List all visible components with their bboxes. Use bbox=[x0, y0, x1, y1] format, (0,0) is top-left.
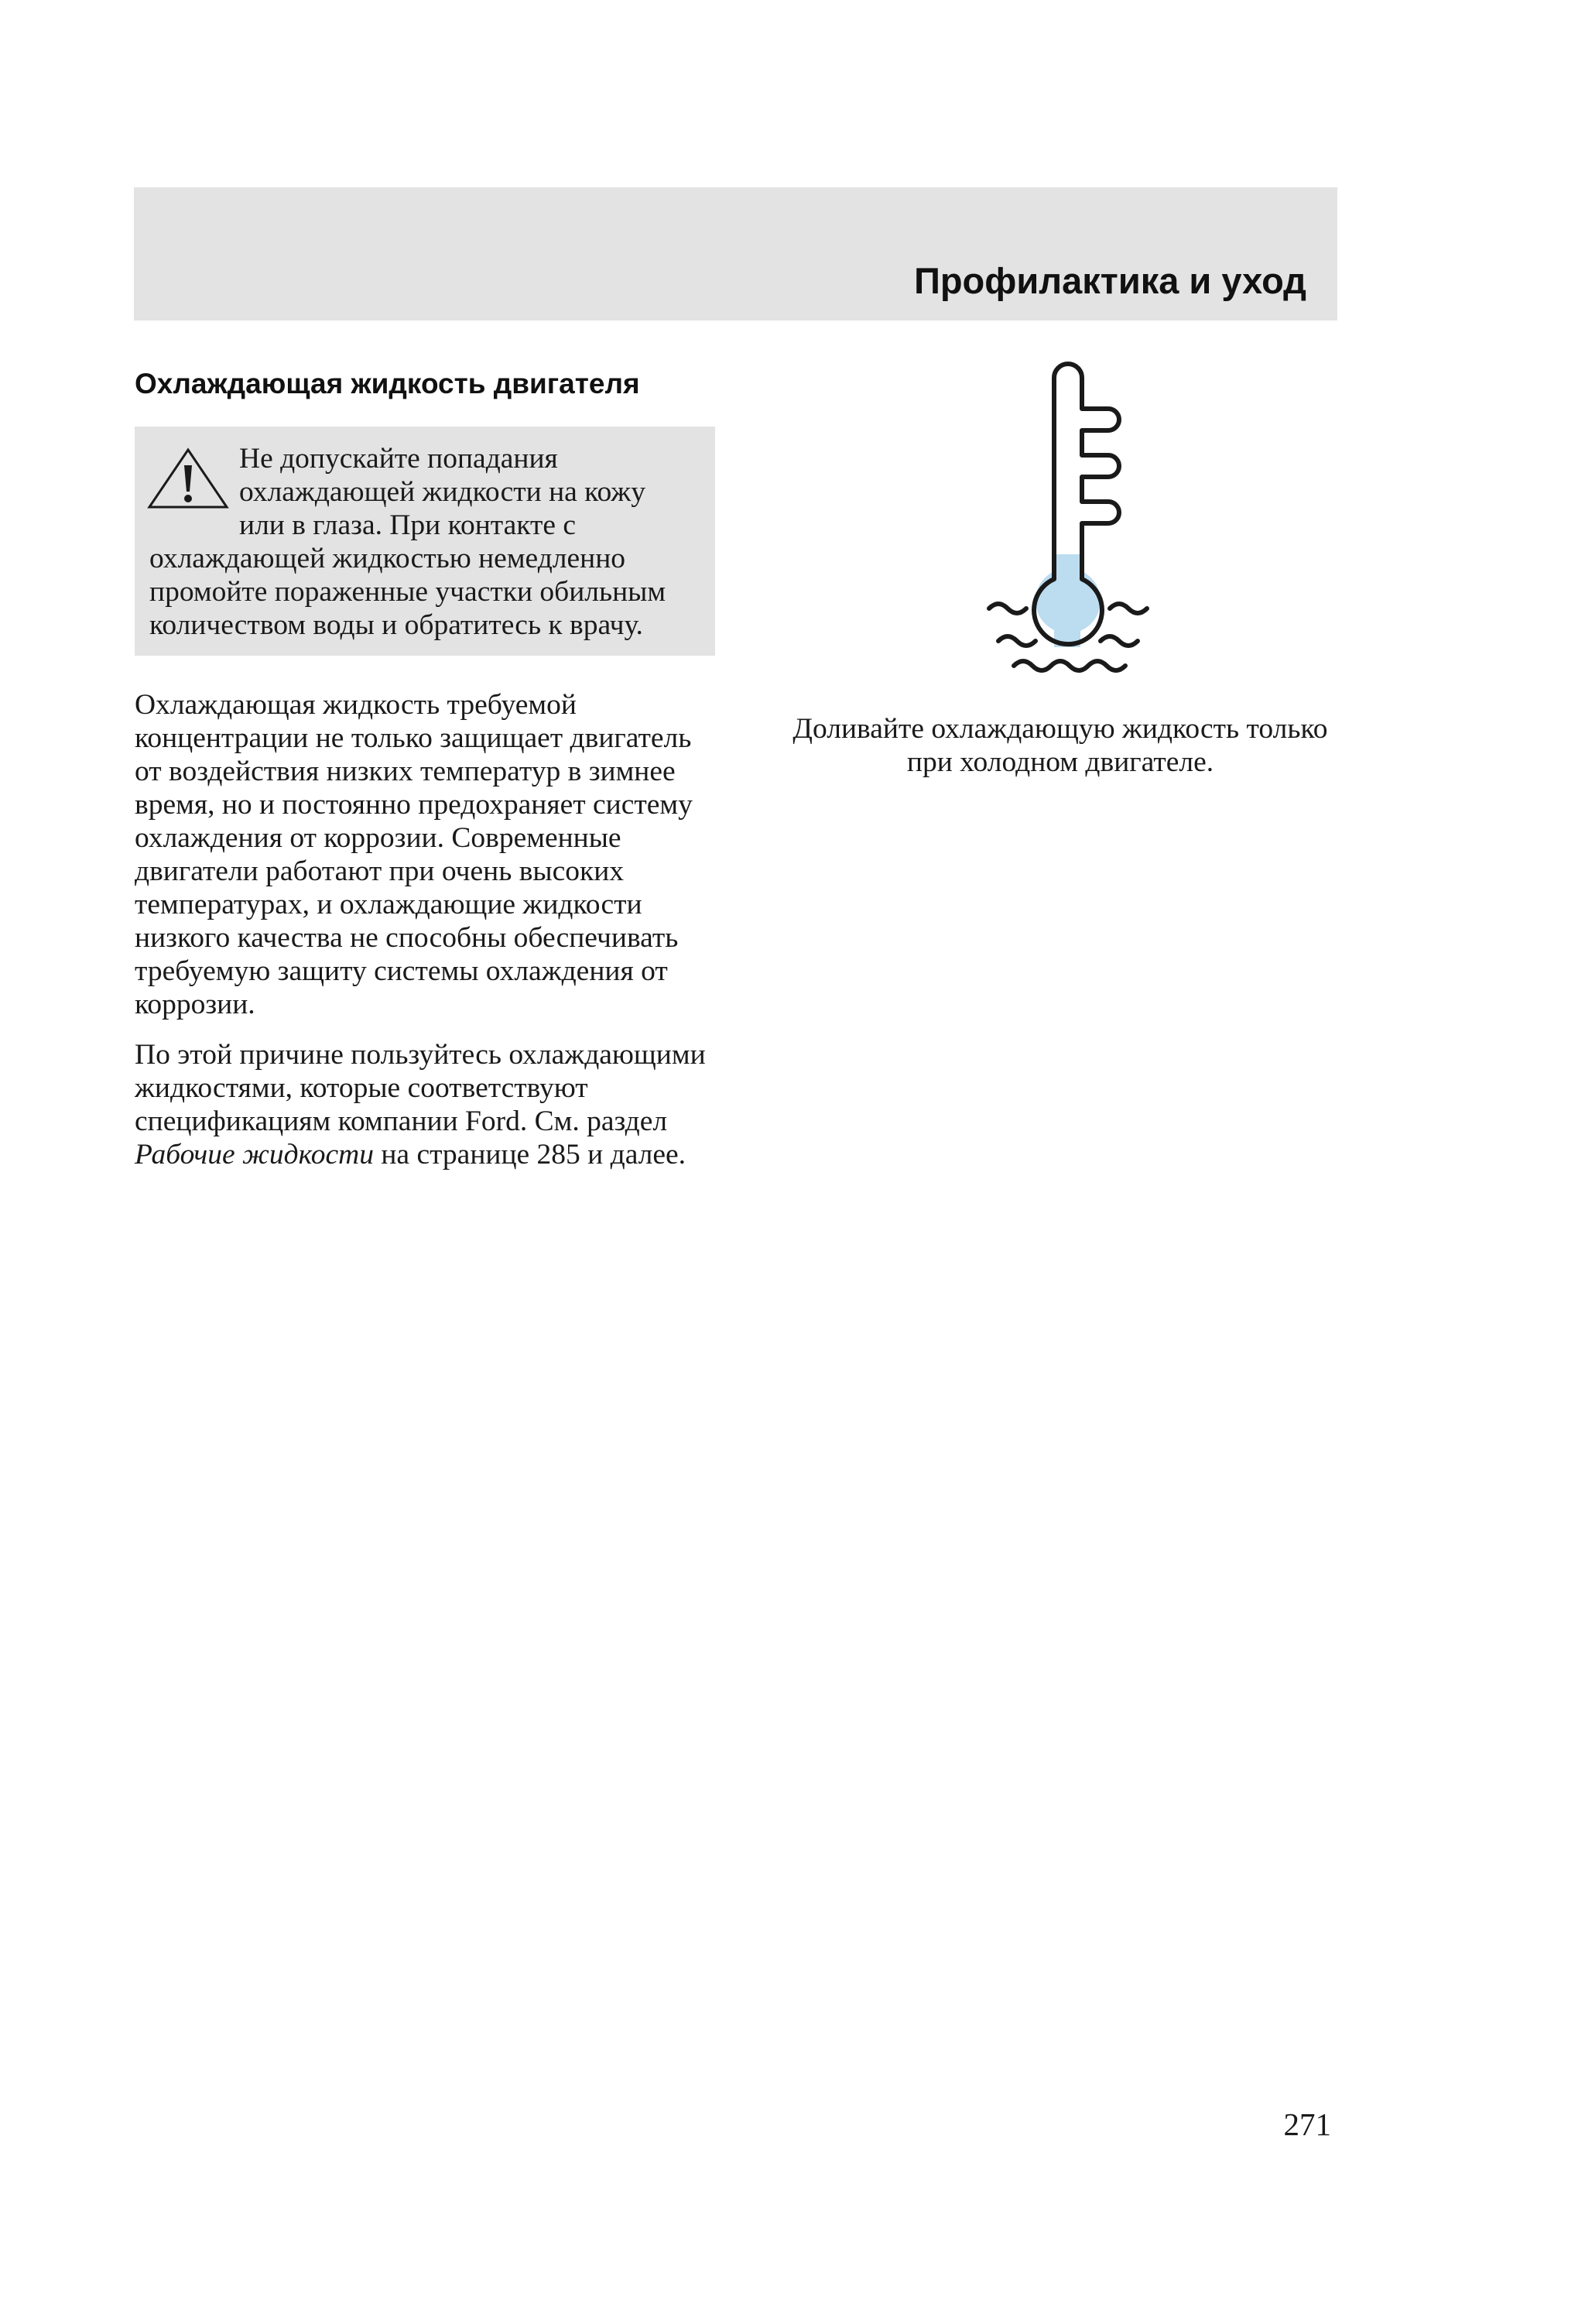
body-paragraph-2 bbox=[135, 1038, 715, 1171]
right-column bbox=[782, 356, 1339, 779]
page-number: 271 bbox=[1283, 2106, 1331, 2142]
body-paragraph-1: Охлаждающая жидкость требуемой концентрации не только защищает двигатель от воздействия низких температур в зимнее время, но и постоянно предохраняет систему охлаждения от коррозии. Современные двигатели работают при очень высоких температурах, и охлаждающие жидкости низкого качества не способны обеспечивать требуемую защиту системы охлаждения от коррозии. bbox=[135, 689, 693, 1020]
paragraph-2-text: По этой причине пользуйтесь охлаждающими жидкостями, которые соответствуют спецификациям компании Ford. См. раздел bbox=[135, 1039, 706, 1137]
warning-triangle-icon bbox=[146, 447, 230, 510]
paragraph-2-tail: на странице 285 и далее. bbox=[373, 1139, 686, 1171]
coolant-temperature-icon bbox=[967, 356, 1184, 697]
left-column bbox=[135, 362, 715, 1188]
cross-reference-link[interactable]: Рабочие жидкости bbox=[135, 1139, 374, 1171]
figure-caption: Доливайте охлаждающую жидкость только при холодном двигателе. bbox=[792, 713, 1328, 778]
page-title: Профилактика и уход bbox=[914, 260, 1306, 301]
warning-box bbox=[135, 427, 715, 656]
section-heading: Охлаждающая жидкость двигателя bbox=[135, 368, 640, 399]
warning-text: Не допускайте попадания охлаждающей жидкости на кожу или в глаза. При контакте с охлаждающей жидкостью немедленно промойте пораженные участки обильным количеством воды и обратитесь к врачу. bbox=[149, 443, 666, 641]
header-band bbox=[134, 187, 1337, 320]
